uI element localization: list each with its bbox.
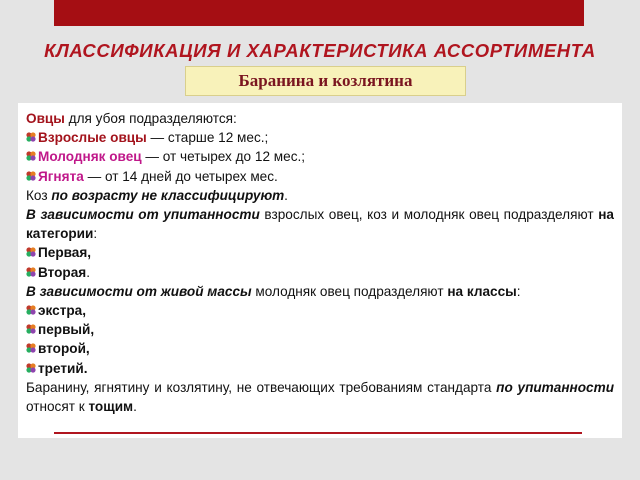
closing-paragraph <box>26 378 614 416</box>
adult-sheep-desc: — старше 12 мес.; <box>146 130 269 146</box>
flower-bullet-icon <box>26 343 36 353</box>
flower-bullet-icon <box>26 305 36 315</box>
flower-bullet-icon <box>26 132 36 142</box>
category-second: Вторая <box>38 264 87 280</box>
weight-line <box>26 282 614 301</box>
weight-mid: молодняк овец подразделяют <box>251 283 448 299</box>
weight-tail: : <box>516 283 521 299</box>
fatness-mid: взрослых овец, коз и молодняк овец подразделяют <box>259 207 599 223</box>
content-panel <box>18 103 622 438</box>
fatness-tail: : <box>93 226 98 242</box>
weight-emph: В зависимости от живой массы <box>26 283 252 299</box>
goats-emph: по возрасту не классифицируют <box>51 187 285 203</box>
lambs-desc: — от 14 дней до четырех мес. <box>83 168 278 184</box>
goats-lead: Коз <box>26 187 52 203</box>
class-extra: экстра, <box>38 303 86 319</box>
class-second: второй, <box>38 341 90 357</box>
goats-tail: . <box>284 187 288 203</box>
flower-bullet-icon <box>26 171 36 181</box>
list-item <box>26 359 614 378</box>
flower-bullet-icon <box>26 267 36 277</box>
fatness-bold: на категории <box>26 207 614 242</box>
slide-subtitle: Баранина и козлятина <box>185 66 466 96</box>
flower-bullet-icon <box>26 363 36 373</box>
young-sheep-term: Молодняк овец <box>38 149 142 165</box>
category-second-suffix: . <box>86 264 90 280</box>
list-item <box>26 147 614 166</box>
intro-text: для убоя подразделяются: <box>64 111 237 126</box>
flower-bullet-icon <box>26 324 36 334</box>
closing-tail: . <box>133 399 137 415</box>
top-accent-bar <box>54 0 584 26</box>
goats-line <box>26 186 614 205</box>
closing-emph: по упитанности <box>496 379 614 395</box>
weight-bold: на классы <box>447 283 517 299</box>
lambs-term: Ягнята <box>38 168 84 184</box>
slide-title: КЛАССИФИКАЦИЯ И ХАРАКТЕРИСТИКА АССОРТИМЕНТА <box>44 40 596 61</box>
category-first: Первая, <box>38 245 92 261</box>
class-third: третий. <box>38 360 88 376</box>
fatness-paragraph <box>26 205 614 243</box>
closing-bold: тощим <box>88 399 134 415</box>
adult-sheep-term: Взрослые овцы <box>38 130 147 146</box>
list-item <box>26 320 614 339</box>
class-first: первый, <box>38 322 95 338</box>
bottom-divider <box>54 432 582 434</box>
list-item <box>26 167 614 186</box>
list-item <box>26 301 614 320</box>
list-item <box>26 128 614 147</box>
list-item <box>26 243 614 262</box>
intro-term: Овцы <box>26 111 65 126</box>
fatness-emph: В зависимости от упитанности <box>26 207 260 223</box>
flower-bullet-icon <box>26 247 36 257</box>
young-sheep-desc: — от четырех до 12 мес.; <box>141 149 306 165</box>
closing-lead: Баранину, ягнятину и козлятину, не отвечающих требованиям стандарта <box>26 379 497 395</box>
list-item <box>26 339 614 358</box>
flower-bullet-icon <box>26 151 36 161</box>
closing-mid: относят к <box>26 399 89 415</box>
intro-line <box>26 109 614 128</box>
list-item <box>26 263 614 282</box>
